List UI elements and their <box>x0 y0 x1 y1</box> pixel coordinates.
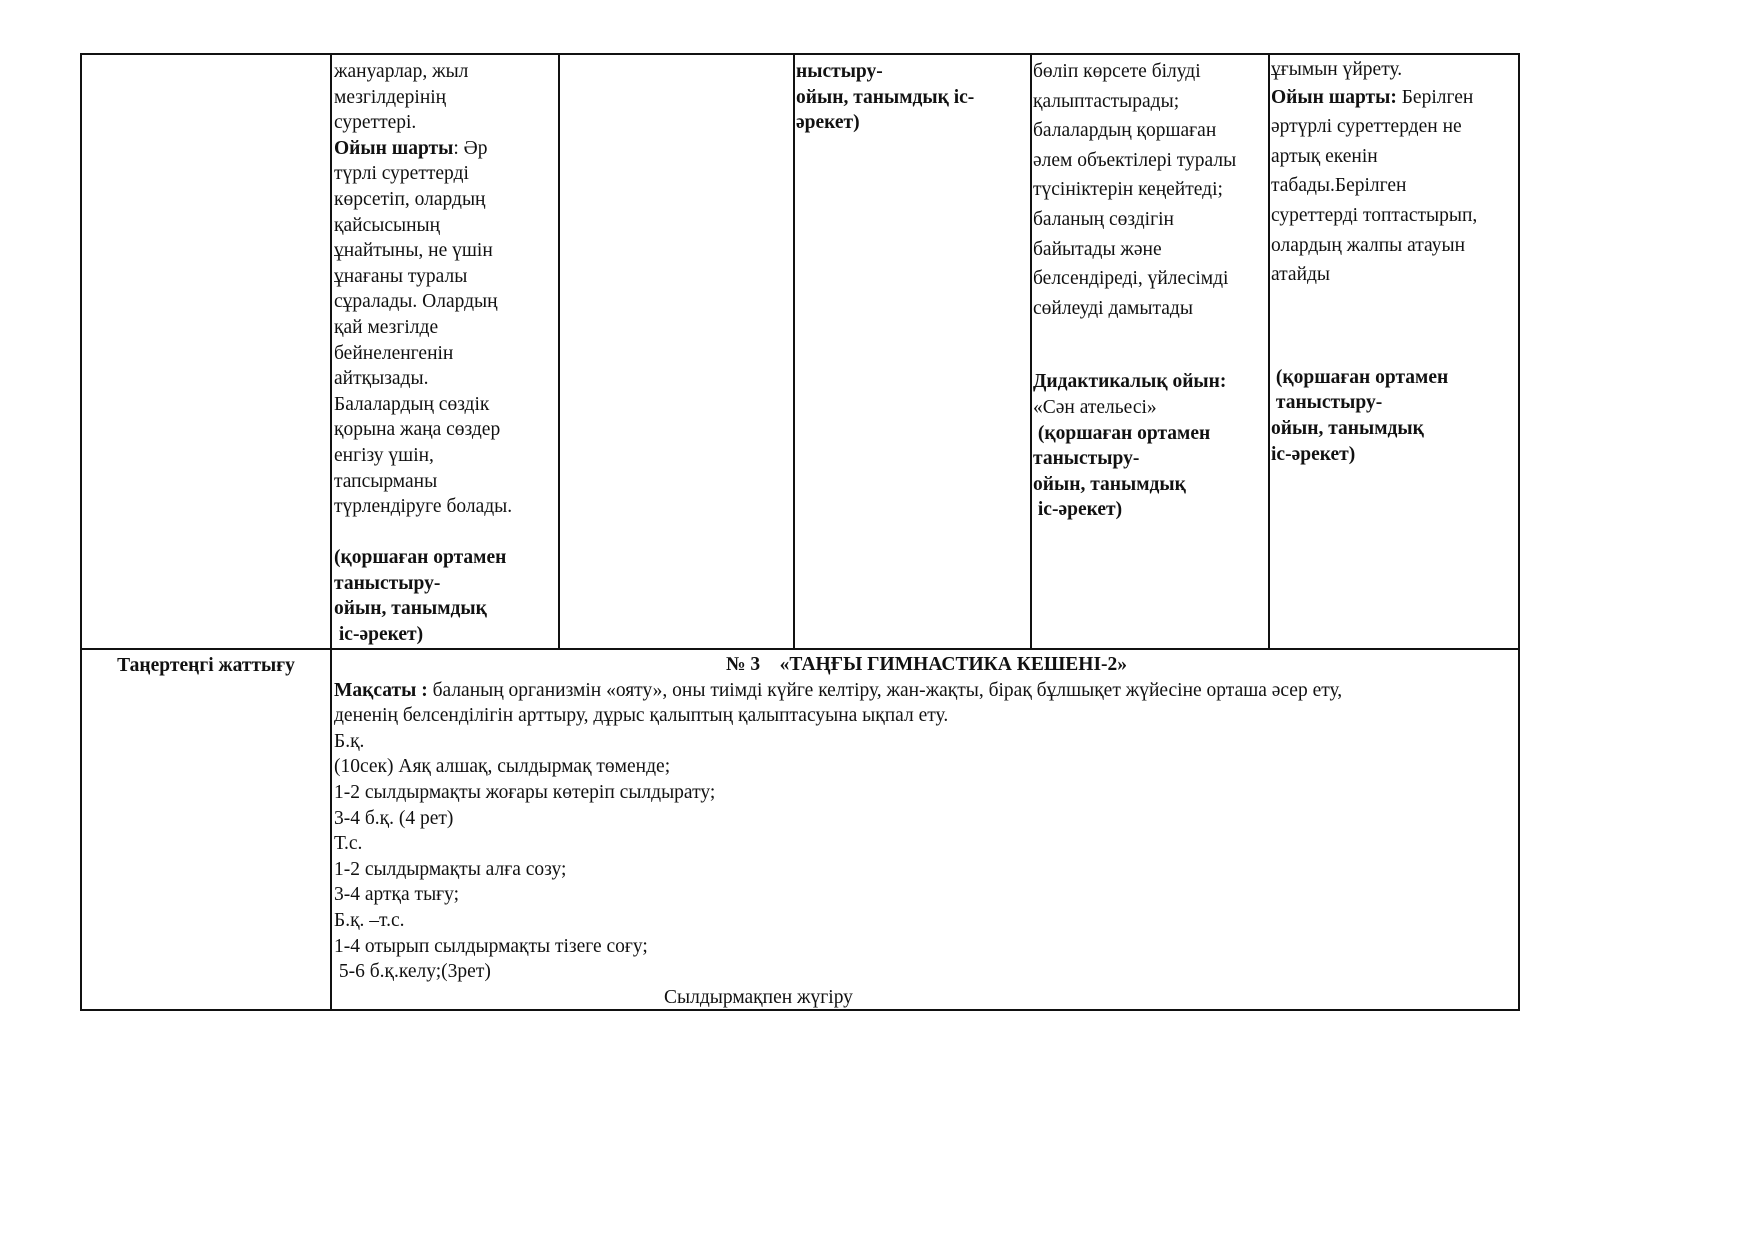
cell-activity-tag <box>796 59 974 136</box>
activity-tag: (қоршаған ортамен <box>1271 366 1449 388</box>
activity-tag: (қоршаған ортамен <box>334 547 507 569</box>
activity-tag: іс-әрекет) <box>1271 443 1356 465</box>
activity-tag: таныстыру- <box>334 572 441 594</box>
text-line: мезгілдерінің <box>334 86 447 108</box>
text-line: бөліп көрсете білуді <box>1033 61 1201 82</box>
exercise-line: 1-2 сылдырмақты алға созу; <box>334 858 567 880</box>
goal-line <box>334 678 1519 704</box>
column-divider <box>793 55 795 648</box>
text-line: қай мезгілде <box>334 316 439 338</box>
text-line: ұғымын үйрету. <box>1271 59 1403 80</box>
game-rule-line <box>334 136 512 162</box>
text-line: бейнеленгенін <box>334 342 454 364</box>
text-line: сұралады. Олардың <box>334 291 498 313</box>
text-line: жануарлар, жыл <box>334 61 469 82</box>
text-line: түрлендіруге болады. <box>334 496 513 518</box>
text-line: енгізу үшін, <box>334 444 434 466</box>
text-line: айтқызады. <box>334 368 429 390</box>
activity-tag: таныстыру- <box>1033 448 1140 470</box>
exercise-line: Б.қ. <box>334 730 365 752</box>
blank-line <box>1033 323 1236 369</box>
exercise-line: (10сек) Аяқ алшақ, сылдырмақ төменде; <box>334 756 671 778</box>
text-line: суреттерді топтастырып, <box>1271 204 1478 226</box>
column-divider <box>1268 55 1270 648</box>
text-span: : Әр <box>453 137 488 159</box>
blank-line <box>1271 290 1477 365</box>
cell-gymnastics-complex <box>334 652 1519 1010</box>
row-label-morning-exercise <box>82 653 330 679</box>
exercise-line: 3-4 б.қ. (4 рет) <box>334 807 454 829</box>
activity-tag: ойын, танымдық <box>1033 473 1186 495</box>
row-label: Таңертеңгі жаттығу <box>117 655 295 676</box>
text-line: табады.Берілген <box>1271 175 1407 197</box>
exercise-line: Б.қ. –т.с. <box>334 909 405 931</box>
game-rule-label: Ойын шарты <box>334 137 454 159</box>
text-line: сөйлеуді дамытады <box>1033 297 1193 319</box>
text-line: артық екенін <box>1271 145 1378 167</box>
activity-tag: ойын, танымдық <box>334 598 487 620</box>
text-line: белсендіреді, үйлесімді <box>1033 268 1229 290</box>
text-line: әлем объектілері туралы <box>1033 149 1237 171</box>
text-line: түрлі суреттерді <box>334 163 469 185</box>
activity-tag: ойын, танымдық іс- <box>796 86 975 108</box>
cell-game-description <box>334 59 512 648</box>
column-divider <box>1030 55 1032 648</box>
goal-text: дененің белсенділігін арттыру, дұрыс қалыптың қалыптасуына ықпал ету. <box>334 705 949 727</box>
text-line: көрсетіп, олардың <box>334 188 486 210</box>
activity-tag: (қоршаған ортамен <box>1033 422 1211 444</box>
column-divider <box>330 55 332 1009</box>
goal-text: баланың организмін «ояту», оны тиімді күйге келтіру, жан-жақты, бірақ бұлшықет жүйесіне орташа әсер ету, <box>427 679 1343 701</box>
text-line: қалыптастырады; <box>1033 90 1180 112</box>
exercise-line: 1-2 сылдырмақты жоғары көтеріп сылдырату; <box>334 781 716 803</box>
column-divider <box>558 55 560 648</box>
game-rule-line <box>1271 83 1477 113</box>
blank-line <box>334 520 512 546</box>
text-line: атайды <box>1271 264 1331 286</box>
text-line: балалардың қоршаған <box>1033 120 1217 142</box>
running-footer: Сылдырмақпен жүгіру <box>664 986 853 1008</box>
exercise-line: 1-4 отырып сылдырмақты тізеге соғу; <box>334 935 648 957</box>
text-line: әртүрлі суреттерден не <box>1271 116 1462 138</box>
text-line: қорына жаңа сөздер <box>334 419 501 441</box>
text-line: байытады және <box>1033 238 1162 260</box>
activity-tag: ойын, танымдық <box>1271 417 1424 439</box>
game-rule-label: Ойын шарты: <box>1271 86 1397 108</box>
cell-game-goals <box>1033 57 1236 523</box>
plan-table <box>80 53 1520 1011</box>
text-line: ұнайтыны, не үшін <box>334 240 493 262</box>
activity-tag: іс-әрекет) <box>334 624 424 646</box>
complex-title: № 3 «ТАҢҒЫ ГИМНАСТИКА КЕШЕНІ-2» <box>725 654 1128 675</box>
activity-tag: іс-әрекет) <box>1033 499 1123 521</box>
text-line: қайсысының <box>334 214 441 236</box>
text-line: олардың жалпы атауын <box>1271 234 1466 256</box>
text-line: түсініктерін кеңейтеді; <box>1033 179 1223 201</box>
text-line: баланың сөздігін <box>1033 208 1174 230</box>
text-span: Берілген <box>1396 86 1474 108</box>
text-line: ұнағаны туралы <box>334 265 468 287</box>
didactic-game-label: Дидактикалық ойын: <box>1033 371 1227 393</box>
activity-tag: таныстыру- <box>1271 392 1383 414</box>
exercise-line: 5-6 б.қ.келу;(3рет) <box>334 961 491 983</box>
goal-label: Мақсаты : <box>334 679 428 701</box>
text-line: Балалардың сөздік <box>334 393 490 415</box>
text-line: тапсырманы <box>334 470 438 492</box>
exercise-line: Т.с. <box>334 833 363 855</box>
exercise-line: 3-4 артқа тығу; <box>334 884 460 906</box>
activity-tag: ныстыру- <box>796 61 883 82</box>
cell-game-rules <box>1271 57 1477 467</box>
row-divider <box>82 648 1518 650</box>
activity-tag: әрекет) <box>796 112 860 134</box>
text-line: суреттері. <box>334 112 417 134</box>
didactic-game-name: «Сән ательесі» <box>1033 396 1157 418</box>
